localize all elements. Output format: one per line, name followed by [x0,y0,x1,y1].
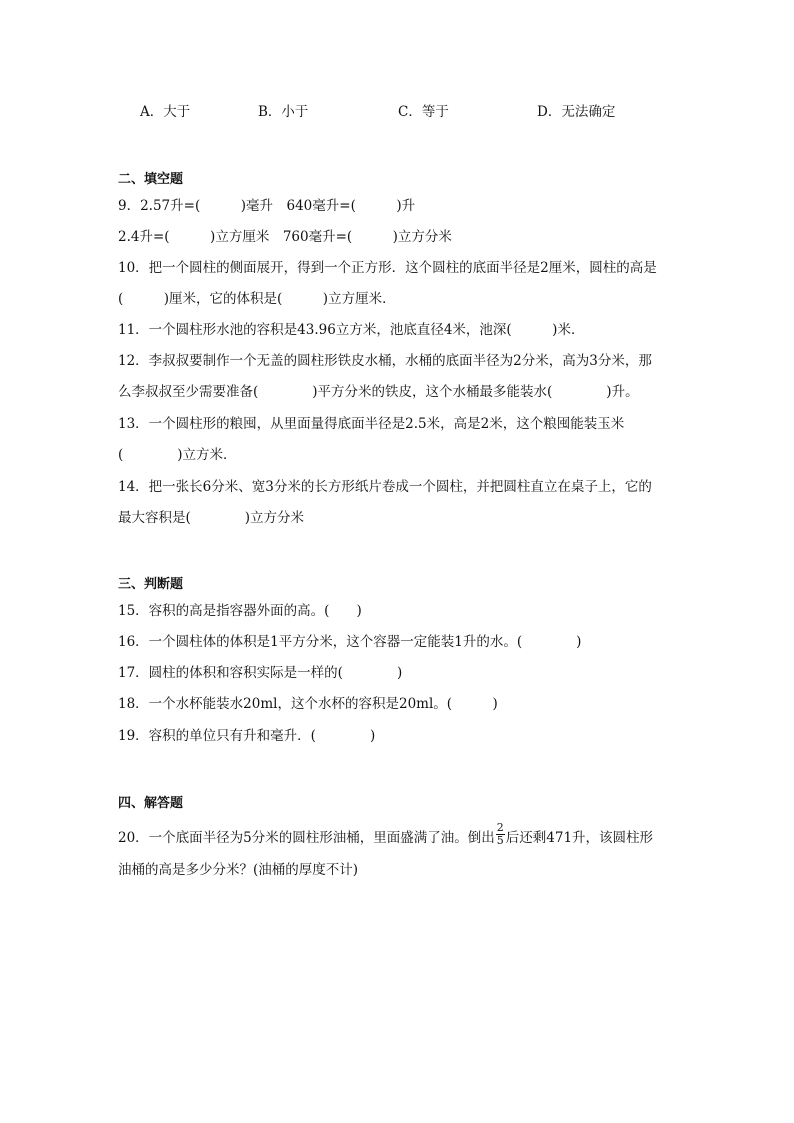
fraction-denominator: 5 [496,834,504,847]
question-9-line-1: 9．2.57升=( )毫升 640毫升=( )升 [118,198,416,214]
choice-c: C．等于 [398,104,449,120]
question-14-line-1: 14．把一张长6分米、宽3分米的长方形纸片卷成一个圆柱，并把圆柱直立在桌子上，它的 [118,479,652,495]
question-20-text-before: 20．一个底面半径为5分米的圆柱形油桶，里面盛满了油。倒出 [118,830,495,846]
question-9-line-2: 2.4升=( )立方厘米 760毫升=( )立方分米 [118,229,452,245]
question-20-text-after: 后还剩471升，该圆柱形 [505,830,654,846]
choice-d: D．无法确定 [537,104,616,120]
question-11: 11．一个圆柱形水池的容积是43.96立方米，池底直径4米，池深( )米． [118,322,585,338]
question-15: 15．容积的高是指容器外面的高。( ) [118,603,362,619]
question-18: 18．一个水杯能装水20ml，这个水杯的容积是20ml。( ) [118,696,498,712]
question-20-line-1 [118,821,654,851]
question-13-line-2: ( )立方米． [118,447,237,463]
question-19: 19．容积的单位只有升和毫升．( ) [118,728,376,744]
question-14-line-2: 最大容积是( )立方分米 [118,510,305,526]
fraction-numerator: 2 [496,821,504,834]
question-16: 16．一个圆柱体的体积是1平方分米，这个容器一定能装1升的水。( ) [118,634,582,650]
question-12-line-2: 么李叔叔至少需要准备( )平方分米的铁皮，这个水桶最多能装水( )升。 [118,384,639,400]
choice-b: B．小于 [258,104,309,120]
fraction-two-fifths [496,822,505,847]
question-17: 17．圆柱的体积和容积实际是一样的( ) [118,665,403,681]
question-10-line-1: 10．把一个圆柱的侧面展开，得到一个正方形．这个圆柱的底面半径是2厘米，圆柱的高是 [118,260,657,276]
section-judge-title: 三、判断题 [118,577,184,592]
section-answer-title: 四、解答题 [118,796,184,811]
question-12-line-1: 12．李叔叔要制作一个无盖的圆柱形铁皮水桶，水桶的底面半径为2分米，高为3分米，那 [118,353,652,369]
question-20-line-2: 油桶的高是多少分米？(油桶的厚度不计) [118,862,359,878]
question-13-line-1: 13．一个圆柱形的粮囤，从里面量得底面半径是2.5米，高是2米，这个粮囤能装玉米 [118,416,625,432]
question-10-line-2: ( )厘米，它的体积是( )立方厘米． [118,291,396,307]
section-fill-title: 二、填空题 [118,172,184,187]
choice-a: A．大于 [140,104,191,120]
